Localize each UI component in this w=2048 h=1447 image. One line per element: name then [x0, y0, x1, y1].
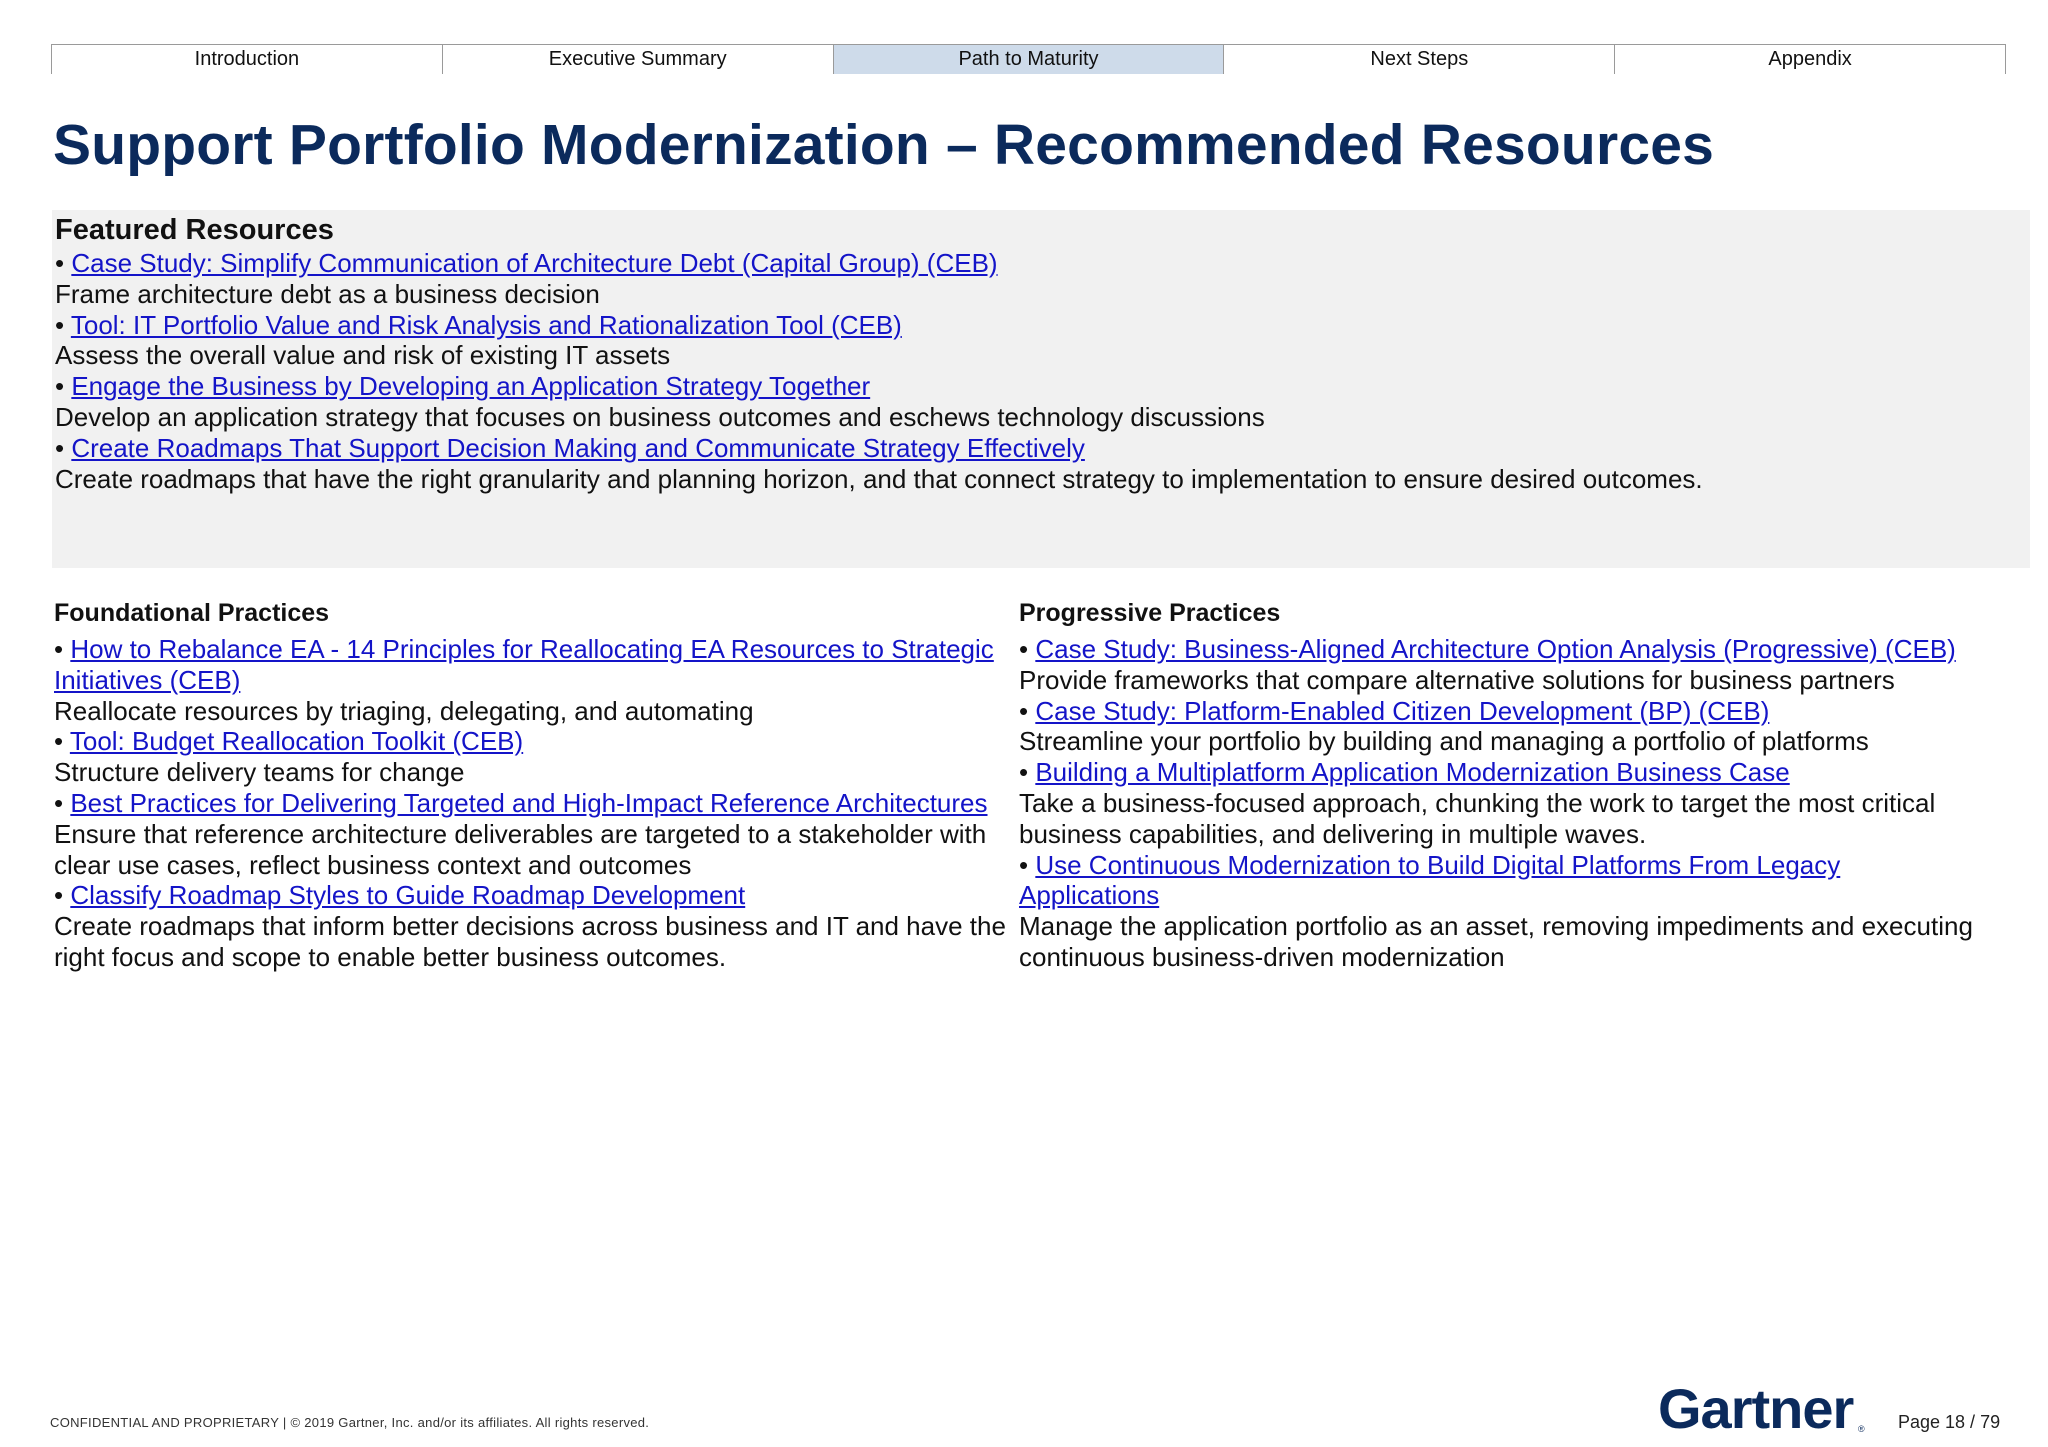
resource-description: Create roadmaps that inform better decisions across business and IT and have the right focus and scope to enable better business outcomes. [54, 911, 1006, 972]
tab-next-steps[interactable]: Next Steps [1224, 45, 1615, 74]
resource-description: Structure delivery teams for change [54, 757, 465, 788]
list-item: • Tool: Budget Reallocation Toolkit (CEB) Structure delivery teams for change [54, 726, 1019, 788]
resource-description: Assess the overall value and risk of existing IT assets [55, 340, 671, 371]
progressive-practices-column [1019, 594, 1984, 973]
progressive-practices-list [1019, 634, 1984, 973]
resource-description: Frame architecture debt as a business decision [55, 278, 600, 309]
list-item: • Case Study: Simplify Communication of Architecture Debt (Capital Group) (CEB) Frame architecture debt as a business decision [55, 248, 2027, 310]
resource-description: Create roadmaps that have the right granularity and planning horizon, and that connect strategy to implementation to ensure desired outcomes. [55, 463, 1703, 494]
featured-resources-list [55, 248, 2027, 494]
resource-description: Reallocate resources by triaging, delegating, and automating [54, 695, 754, 726]
list-item: • Use Continuous Modernization to Build Digital Platforms From Legacy Applications Manage the application portfolio as an asset, removing impediments and executing continuous business-driven modernization [1019, 850, 1984, 973]
gartner-logo: Gartner [1658, 1377, 1854, 1440]
list-item: • Case Study: Platform-Enabled Citizen Development (BP) (CEB) Streamline your portfolio by building and managing a portfolio of platforms [1019, 696, 1984, 758]
page-number: Page 18 / 79 [1898, 1412, 2001, 1432]
resource-link[interactable]: Engage the Business by Developing an Application Strategy Together [71, 371, 871, 402]
foundational-practices-column [54, 594, 1019, 973]
resource-link[interactable]: How to Rebalance EA - 14 Principles for Reallocating EA Resources to Strategic Initiatives (CEB) [54, 634, 994, 695]
resource-description: Develop an application strategy that focuses on business outcomes and eschews technology discussions [55, 401, 1265, 432]
list-item: • Engage the Business by Developing an Application Strategy Together Develop an application strategy that focuses on business outcomes and eschews technology discussions [55, 371, 2027, 433]
list-item: • Classify Roadmap Styles to Guide Roadmap Development Create roadmaps that inform better decisions across business and IT and have the right focus and scope to enable better business outcomes. [54, 880, 1019, 972]
page-title: Support Portfolio Modernization – Recommended Resources [53, 113, 1715, 177]
confidentiality-notice: CONFIDENTIAL AND PROPRIETARY | © 2019 Gartner, Inc. and/or its affiliates. All rights reserved. [50, 1415, 650, 1430]
progressive-practices-heading: Progressive Practices [1019, 599, 1281, 627]
resource-description: Ensure that reference architecture deliverables are targeted to a stakeholder with clear use cases, reflect business context and outcomes [54, 818, 987, 880]
foundational-practices-list [54, 634, 1019, 973]
foundational-practices-heading: Foundational Practices [54, 599, 330, 627]
list-item: • How to Rebalance EA - 14 Principles for Reallocating EA Resources to Strategic Initiatives (CEB) Reallocate resources by triaging, delegating, and automating [54, 634, 1019, 726]
featured-resources-panel [52, 210, 2030, 568]
tab-path-to-maturity[interactable]: Path to Maturity [834, 45, 1225, 74]
section-tabs [51, 44, 2006, 74]
resource-link[interactable]: Tool: Budget Reallocation Toolkit (CEB) [69, 726, 524, 757]
resource-link[interactable]: Tool: IT Portfolio Value and Risk Analysis and Rationalization Tool (CEB) [70, 309, 902, 340]
resource-link[interactable]: Use Continuous Modernization to Build Digital Platforms From Legacy Applications [1019, 849, 1841, 911]
resource-link[interactable]: Create Roadmaps That Support Decision Making and Communicate Strategy Effectively [71, 432, 1085, 463]
list-item: • Tool: IT Portfolio Value and Risk Analysis and Rationalization Tool (CEB) Assess the overall value and risk of existing IT assets [55, 310, 2027, 372]
resource-link[interactable]: Best Practices for Delivering Targeted and High-Impact Reference Architectures [70, 787, 988, 818]
list-item: • Building a Multiplatform Application Modernization Business Case Take a business-focused approach, chunking the work to target the most critical business capabilities, and delivering in multiple waves. [1019, 757, 1984, 849]
resource-link[interactable]: Case Study: Business-Aligned Architecture Option Analysis (Progressive) (CEB) [1035, 634, 1956, 664]
resource-description: Streamline your portfolio by building and managing a portfolio of platforms [1019, 726, 1869, 757]
list-item: • Best Practices for Delivering Targeted and High-Impact Reference Architectures Ensure that reference architecture deliverables are targeted to a stakeholder with clear use cases, reflect business context and outcomes [54, 788, 1019, 880]
resource-description: Provide frameworks that compare alternative solutions for business partners [1019, 664, 1895, 695]
resource-description: Take a business-focused approach, chunking the work to target the most critical business capabilities, and delivering in multiple waves. [1019, 787, 1936, 849]
list-item: • Create Roadmaps That Support Decision Making and Communicate Strategy Effectively Create roadmaps that have the right granularity and planning horizon, and that connect strategy to implementation to ensure desired outcomes. [55, 433, 2027, 495]
resource-description: Manage the application portfolio as an asset, removing impediments and executing continuous business-driven modernization [1019, 911, 1973, 972]
resource-link[interactable]: Building a Multiplatform Application Modernization Business Case [1035, 757, 1790, 788]
registered-mark: ® [1858, 1424, 1865, 1434]
tab-introduction[interactable]: Introduction [52, 45, 443, 74]
tab-appendix[interactable]: Appendix [1768, 48, 1852, 70]
resource-link[interactable]: Classify Roadmap Styles to Guide Roadmap Development [70, 880, 746, 911]
resource-link[interactable]: Case Study: Platform-Enabled Citizen Development (BP) (CEB) [1035, 695, 1770, 726]
tab-executive-summary[interactable]: Executive Summary [443, 45, 834, 74]
resource-link[interactable]: Case Study: Simplify Communication of Architecture Debt (Capital Group) (CEB) [71, 248, 998, 278]
list-item: • Case Study: Business-Aligned Architecture Option Analysis (Progressive) (CEB) Provide frameworks that compare alternative solutions for business partners [1019, 634, 1984, 696]
featured-resources-heading: Featured Resources [55, 214, 334, 246]
